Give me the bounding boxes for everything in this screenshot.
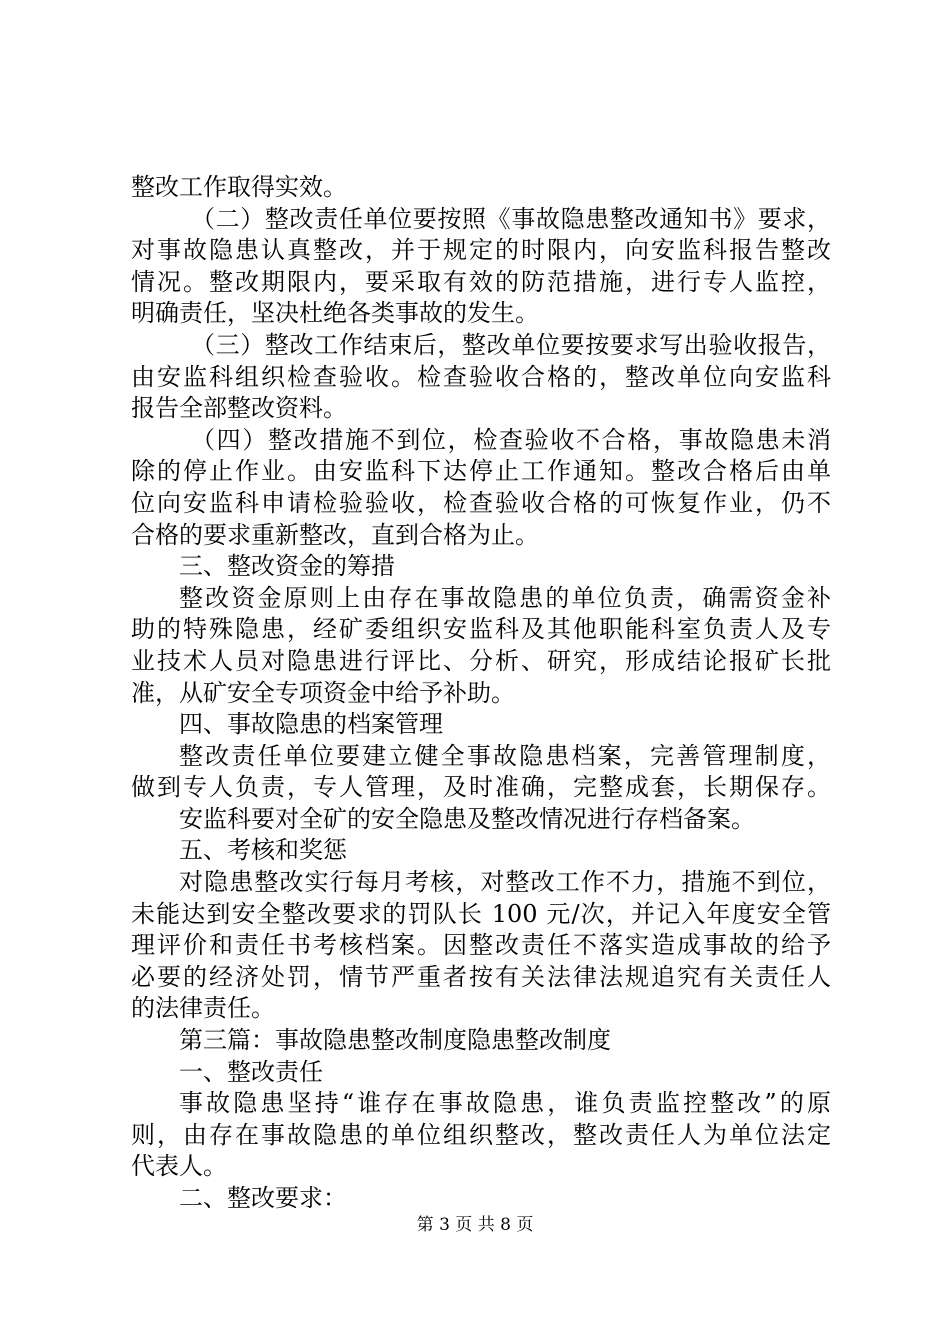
text-line: 整改资金原则上由存在事故隐患的单位负责，确需资金补 [179, 583, 831, 612]
text-line: 的法律责任。 [131, 994, 275, 1023]
text-line: 对隐患整改实行每月考核，对整改工作不力，措施不到位， [179, 868, 831, 897]
text-line: 除的停止作业。由安监科下达停止工作通知。整改合格后由单 [131, 457, 831, 486]
text-line: 业技术人员对隐患进行评比、分析、研究，形成结论报矿长批 [131, 646, 831, 675]
text-line: 四、事故隐患的档案管理 [179, 710, 443, 739]
text-line: 三、整改资金的筹措 [179, 552, 395, 581]
text-line: 情况。整改期限内，要采取有效的防范措施，进行专人监控， [131, 267, 831, 296]
text-line: 一、整改责任 [179, 1057, 323, 1086]
text-line: （四）整改措施不到位，检查验收不合格，事故隐患未消 [191, 425, 831, 454]
text-line: 事故隐患坚持“谁存在事故隐患，谁负责监控整改”的原 [179, 1089, 831, 1118]
text-line: 对事故隐患认真整改，并于规定的时限内，向安监科报告整改 [131, 236, 831, 265]
text-line: 五、考核和奖惩 [179, 836, 347, 865]
text-line: 明确责任，坚决杜绝各类事故的发生。 [131, 299, 539, 328]
text-line: 位向安监科申请检验验收，检查验收合格的可恢复作业，仍不 [131, 488, 831, 517]
text-line: 做到专人负责，专人管理，及时准确，完整成套，长期保存。 [131, 773, 831, 802]
text-line: 报告全部整改资料。 [131, 394, 347, 423]
text-line: 由安监科组织检查验收。检查验收合格的，整改单位向安监科 [131, 362, 831, 391]
text-line: 整改责任单位要建立健全事故隐患档案，完善管理制度， [179, 741, 831, 770]
page-footer: 第 3 页 共 8 页 [416, 1215, 534, 1235]
text-line: （二）整改责任单位要按照《事故隐患整改通知书》要求， [191, 204, 831, 233]
text-line: 第三篇：事故隐患整改制度隐患整改制度 [179, 1026, 611, 1055]
text-line: （三）整改工作结束后，整改单位要按要求写出验收报告， [191, 330, 831, 359]
text-line: 则，由存在事故隐患的单位组织整改，整改责任人为单位法定 [131, 1120, 831, 1149]
text-line: 整改工作取得实效。 [131, 173, 347, 201]
text-line: 未能达到安全整改要求的罚队长 100 元/次，并记入年度安全管 [131, 899, 831, 928]
text-line: 助的特殊隐患，经矿委组织安监科及其他职能科室负责人及专 [131, 615, 831, 644]
text-line: 合格的要求重新整改，直到合格为止。 [131, 520, 539, 549]
text-line: 理评价和责任书考核档案。因整改责任不落实造成事故的给予 [131, 931, 831, 960]
text-line: 二、整改要求： [179, 1184, 347, 1212]
text-line: 代表人。 [131, 1152, 227, 1181]
document-body [131, 172, 831, 1215]
text-line: 必要的经济处罚，情节严重者按有关法律法规追究有关责任人 [131, 962, 831, 991]
text-line: 准，从矿安全专项资金中给予补助。 [131, 678, 515, 707]
text-line: 安监科要对全矿的安全隐患及整改情况进行存档备案。 [179, 804, 755, 833]
